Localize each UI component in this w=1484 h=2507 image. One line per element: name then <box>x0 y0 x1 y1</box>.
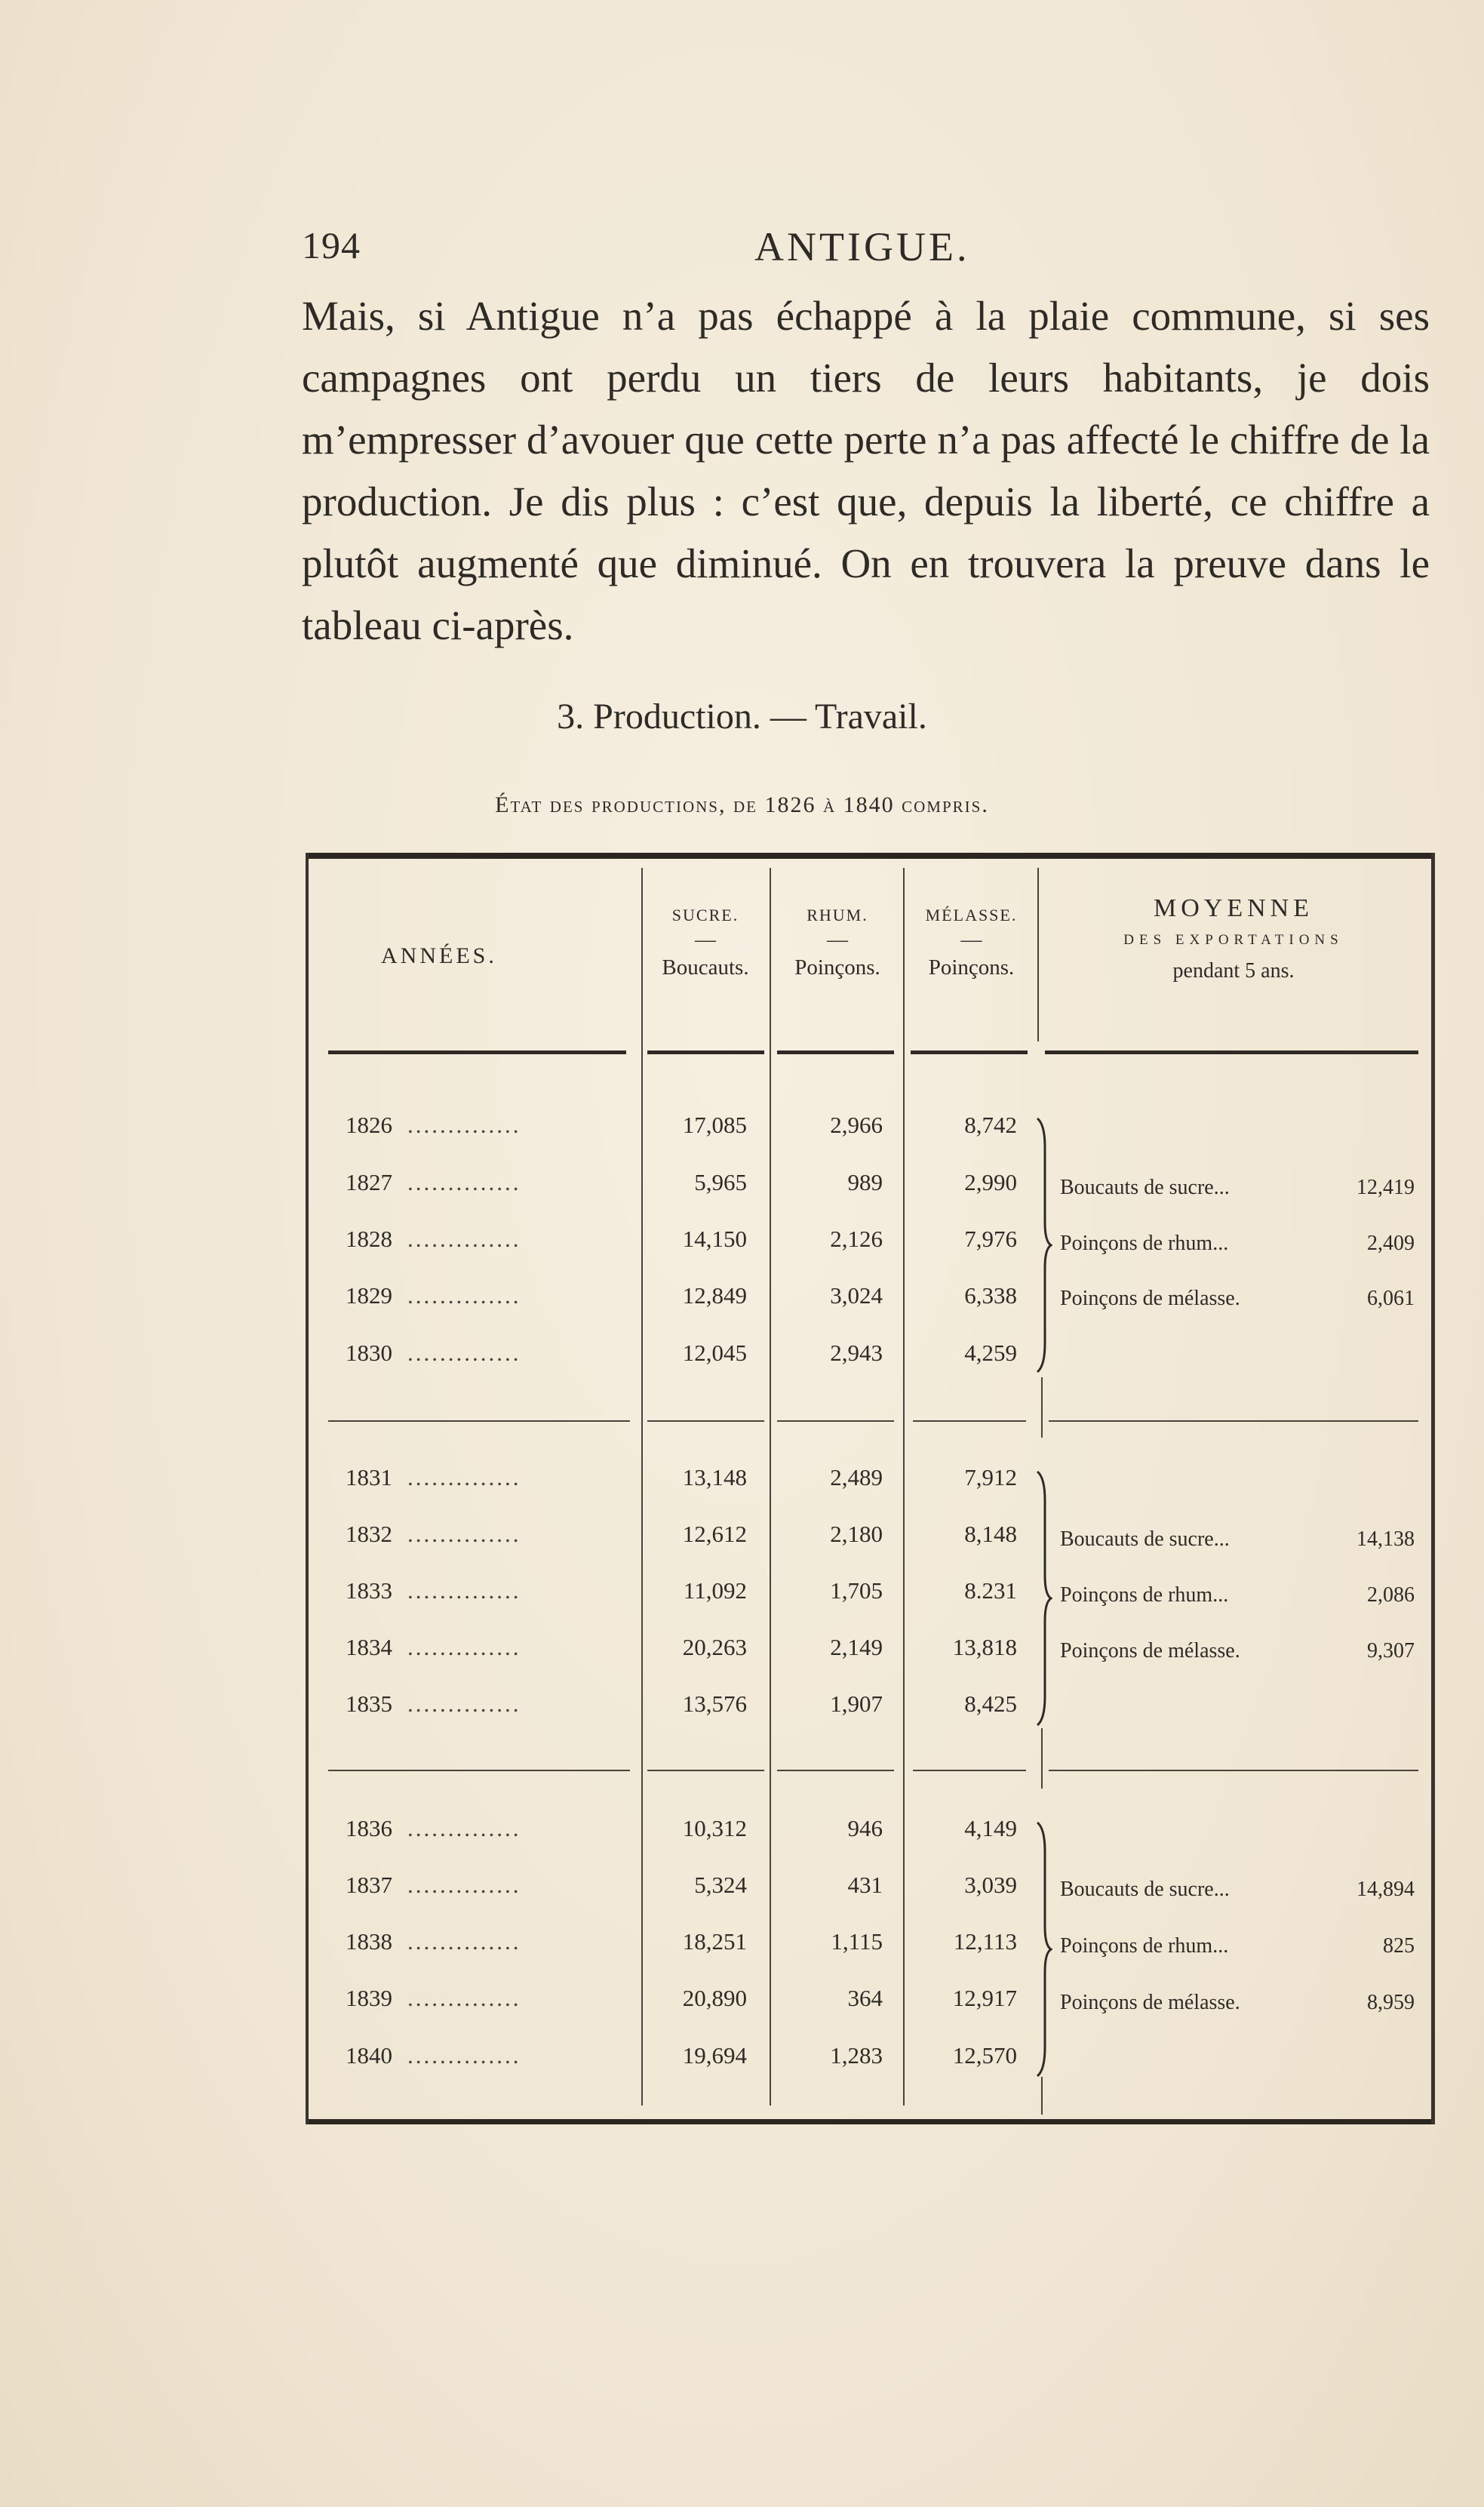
right-brace <box>1036 1470 1052 1727</box>
header-rule <box>1045 1050 1418 1054</box>
leader-dots: .............. <box>407 1690 521 1717</box>
group-rule <box>647 1770 764 1771</box>
leader-dots: .............. <box>407 1112 521 1138</box>
average-label: Poinçons de mélasse. <box>1060 1991 1240 2014</box>
rhum-cell: 946 <box>847 1815 883 1841</box>
melasse-cell: 7,976 <box>964 1226 1017 1252</box>
average-label: Poinçons de rhum... <box>1060 1934 1229 1958</box>
header-annees: ANNÉES. <box>381 943 497 968</box>
average-line <box>1060 1287 1415 1317</box>
rhum-cell: 1,283 <box>830 2042 883 2069</box>
rhum-cell: 2,180 <box>830 1521 883 1547</box>
right-brace <box>1036 1821 1052 2078</box>
leader-dots: .............. <box>407 1872 521 1898</box>
right-brace <box>1036 1117 1052 1373</box>
melasse-cell: 12,113 <box>953 1928 1017 1955</box>
average-line <box>1060 1991 1415 2021</box>
table-row <box>340 1815 1064 1868</box>
table-row <box>340 1634 1064 1687</box>
rhum-cell: 1,705 <box>830 1577 883 1604</box>
rhum-cell: 989 <box>847 1169 883 1195</box>
melasse-cell: 12,917 <box>952 1985 1017 2011</box>
year-cell: 1827 <box>346 1169 392 1195</box>
average-label: Boucauts de sucre... <box>1060 1176 1230 1199</box>
table-row <box>340 1226 1064 1278</box>
running-head: ANTIGUE. <box>754 224 970 269</box>
header-sucre <box>645 906 766 980</box>
table-row <box>340 1690 1064 1743</box>
rhum-cell: 3,024 <box>830 1282 883 1309</box>
rhum-cell: 2,126 <box>830 1226 883 1252</box>
leader-dots: .............. <box>407 2042 521 2069</box>
sucre-cell: 5,324 <box>694 1872 747 1898</box>
header-moyenne-title: MOYENNE <box>1154 894 1313 922</box>
sucre-cell: 18,251 <box>682 1928 747 1955</box>
average-line <box>1060 1639 1415 1669</box>
group-rule <box>328 1420 630 1422</box>
average-label: Poinçons de rhum... <box>1060 1232 1229 1255</box>
header-rule <box>328 1050 626 1054</box>
average-line <box>1060 1176 1415 1206</box>
table-row <box>340 1985 1064 2038</box>
page-header <box>302 223 1426 276</box>
leader-dots: .............. <box>407 1169 521 1195</box>
melasse-cell: 8,148 <box>964 1521 1017 1547</box>
year-cell: 1826 <box>346 1112 392 1138</box>
sucre-cell: 5,965 <box>694 1169 747 1195</box>
leader-dots: .............. <box>407 1634 521 1660</box>
table-caption: État des productions, de 1826 à 1840 compris. <box>495 792 989 817</box>
leader-dots: .............. <box>407 1282 521 1309</box>
year-cell: 1831 <box>346 1464 392 1490</box>
table-row <box>340 1872 1064 1924</box>
melasse-cell: 8,425 <box>964 1690 1017 1717</box>
table-right-border <box>1431 853 1435 2124</box>
section-title: 3. Production. — Travail. <box>557 697 927 737</box>
body-paragraph: Mais, si Antigue n’a pas échappé à la plaie commune, si ses campagnes ont perdu un tiers de leurs habitants, je dois m’empresser d’avouer que cette perte n’a pas affecté le chiffre de la production. Je dis plus : c’est que, depuis la liberté, ce chiffre a plutôt augmenté que diminué. On en trouvera la preuve dans le tableau ci-après. <box>302 293 1430 648</box>
table-row <box>340 2042 1064 2095</box>
year-cell: 1835 <box>346 1690 392 1717</box>
year-cell: 1839 <box>346 1985 392 2011</box>
table-row <box>340 1464 1064 1517</box>
table-left-border <box>306 853 309 2124</box>
table-row <box>340 1928 1064 1981</box>
header-sucre-unit: Boucauts. <box>662 955 749 980</box>
rhum-cell: 2,149 <box>830 1634 883 1660</box>
group-rule <box>777 1770 894 1771</box>
group-rule <box>777 1420 894 1422</box>
average-value: 6,061 <box>1367 1287 1415 1310</box>
leader-dots: .............. <box>407 1928 521 1955</box>
header-melasse <box>905 906 1037 980</box>
average-value: 2,409 <box>1367 1232 1415 1255</box>
melasse-cell: 8.231 <box>964 1577 1017 1604</box>
column-divider <box>1037 868 1039 1041</box>
table-row <box>340 1112 1064 1164</box>
rhum-cell: 431 <box>847 1872 883 1898</box>
group-rule <box>647 1420 764 1422</box>
sucre-cell: 13,576 <box>682 1690 747 1717</box>
melasse-cell: 6,338 <box>964 1282 1017 1309</box>
sucre-cell: 19,694 <box>682 2042 747 2069</box>
header-moyenne-period: pendant 5 ans. <box>1172 959 1295 983</box>
average-value: 14,138 <box>1356 1527 1415 1551</box>
header-dash: — <box>827 928 848 952</box>
header-dash: — <box>960 928 982 952</box>
header-moyenne-subtitle: DES EXPORTATIONS <box>1123 932 1344 948</box>
rhum-cell: 2,489 <box>830 1464 883 1490</box>
header-sucre-name: SUCRE. <box>671 906 739 924</box>
rhum-cell: 364 <box>847 1985 883 2011</box>
average-label: Poinçons de rhum... <box>1060 1583 1229 1607</box>
average-line <box>1060 1232 1415 1262</box>
melasse-cell: 8,742 <box>964 1112 1017 1138</box>
melasse-cell: 3,039 <box>964 1872 1017 1898</box>
year-cell: 1830 <box>346 1340 392 1366</box>
average-line <box>1060 1878 1415 1908</box>
header-moyenne <box>1045 894 1422 983</box>
sucre-cell: 20,890 <box>682 1985 747 2011</box>
melasse-cell: 12,570 <box>952 2042 1017 2069</box>
header-rule <box>777 1050 894 1054</box>
page-number: 194 <box>302 224 361 266</box>
year-cell: 1832 <box>346 1521 392 1547</box>
header-rhum-name: RHUM. <box>807 906 868 924</box>
melasse-cell: 4,149 <box>964 1815 1017 1841</box>
average-value: 8,959 <box>1367 1991 1415 2014</box>
melasse-cell: 7,912 <box>964 1464 1017 1490</box>
leader-dots: .............. <box>407 1985 521 2011</box>
sucre-cell: 17,085 <box>682 1112 747 1138</box>
sucre-cell: 12,045 <box>682 1340 747 1366</box>
melasse-cell: 4,259 <box>964 1340 1017 1366</box>
sucre-cell: 12,612 <box>682 1521 747 1547</box>
leader-dots: .............. <box>407 1226 521 1252</box>
average-label: Poinçons de mélasse. <box>1060 1287 1240 1310</box>
leader-dots: .............. <box>407 1815 521 1841</box>
header-melasse-unit: Poinçons. <box>928 955 1015 980</box>
year-cell: 1834 <box>346 1634 392 1660</box>
group-rule <box>913 1420 1026 1422</box>
header-melasse-name: MÉLASSE. <box>925 906 1018 924</box>
table-top-rule <box>306 853 1433 859</box>
melasse-cell: 2,990 <box>964 1169 1017 1195</box>
average-line <box>1060 1934 1415 1964</box>
leader-dots: .............. <box>407 1464 521 1490</box>
table-row <box>340 1340 1064 1392</box>
table-row <box>340 1521 1064 1573</box>
sucre-cell: 12,849 <box>682 1282 747 1309</box>
year-cell: 1836 <box>346 1815 392 1841</box>
average-label: Boucauts de sucre... <box>1060 1527 1230 1551</box>
melasse-cell: 13,818 <box>952 1634 1017 1660</box>
year-cell: 1828 <box>346 1226 392 1252</box>
header-dash: — <box>695 928 716 952</box>
rhum-cell: 2,966 <box>830 1112 883 1138</box>
average-value: 825 <box>1383 1934 1415 1958</box>
table-bottom-rule <box>306 2119 1433 2124</box>
group-rule <box>1049 1770 1418 1771</box>
header-rule <box>647 1050 764 1054</box>
leader-dots: .............. <box>407 1521 521 1547</box>
group-rule <box>913 1770 1026 1771</box>
average-value: 2,086 <box>1367 1583 1415 1607</box>
table-row <box>340 1169 1064 1222</box>
sucre-cell: 14,150 <box>682 1226 747 1252</box>
year-cell: 1837 <box>346 1872 392 1898</box>
sucre-cell: 13,148 <box>682 1464 747 1490</box>
average-line <box>1060 1527 1415 1558</box>
header-rhum-unit: Poinçons. <box>794 955 880 980</box>
sucre-cell: 20,263 <box>682 1634 747 1660</box>
leader-dots: .............. <box>407 1577 521 1604</box>
table-row <box>340 1282 1064 1335</box>
year-cell: 1838 <box>346 1928 392 1955</box>
average-label: Boucauts de sucre... <box>1060 1878 1230 1901</box>
header-rhum <box>773 906 902 980</box>
year-cell: 1840 <box>346 2042 392 2069</box>
header-rule <box>911 1050 1028 1054</box>
sucre-cell: 10,312 <box>682 1815 747 1841</box>
sucre-cell: 11,092 <box>683 1577 747 1604</box>
year-cell: 1829 <box>346 1282 392 1309</box>
leader-dots: .............. <box>407 1340 521 1366</box>
table-row <box>340 1577 1064 1630</box>
rhum-cell: 2,943 <box>830 1340 883 1366</box>
year-cell: 1833 <box>346 1577 392 1604</box>
average-label: Poinçons de mélasse. <box>1060 1639 1240 1663</box>
rhum-cell: 1,907 <box>830 1690 883 1717</box>
average-line <box>1060 1583 1415 1613</box>
average-value: 14,894 <box>1356 1878 1415 1901</box>
group-rule <box>328 1770 630 1771</box>
average-value: 12,419 <box>1356 1176 1415 1199</box>
average-value: 9,307 <box>1367 1639 1415 1663</box>
group-rule <box>1049 1420 1418 1422</box>
rhum-cell: 1,115 <box>831 1928 883 1955</box>
